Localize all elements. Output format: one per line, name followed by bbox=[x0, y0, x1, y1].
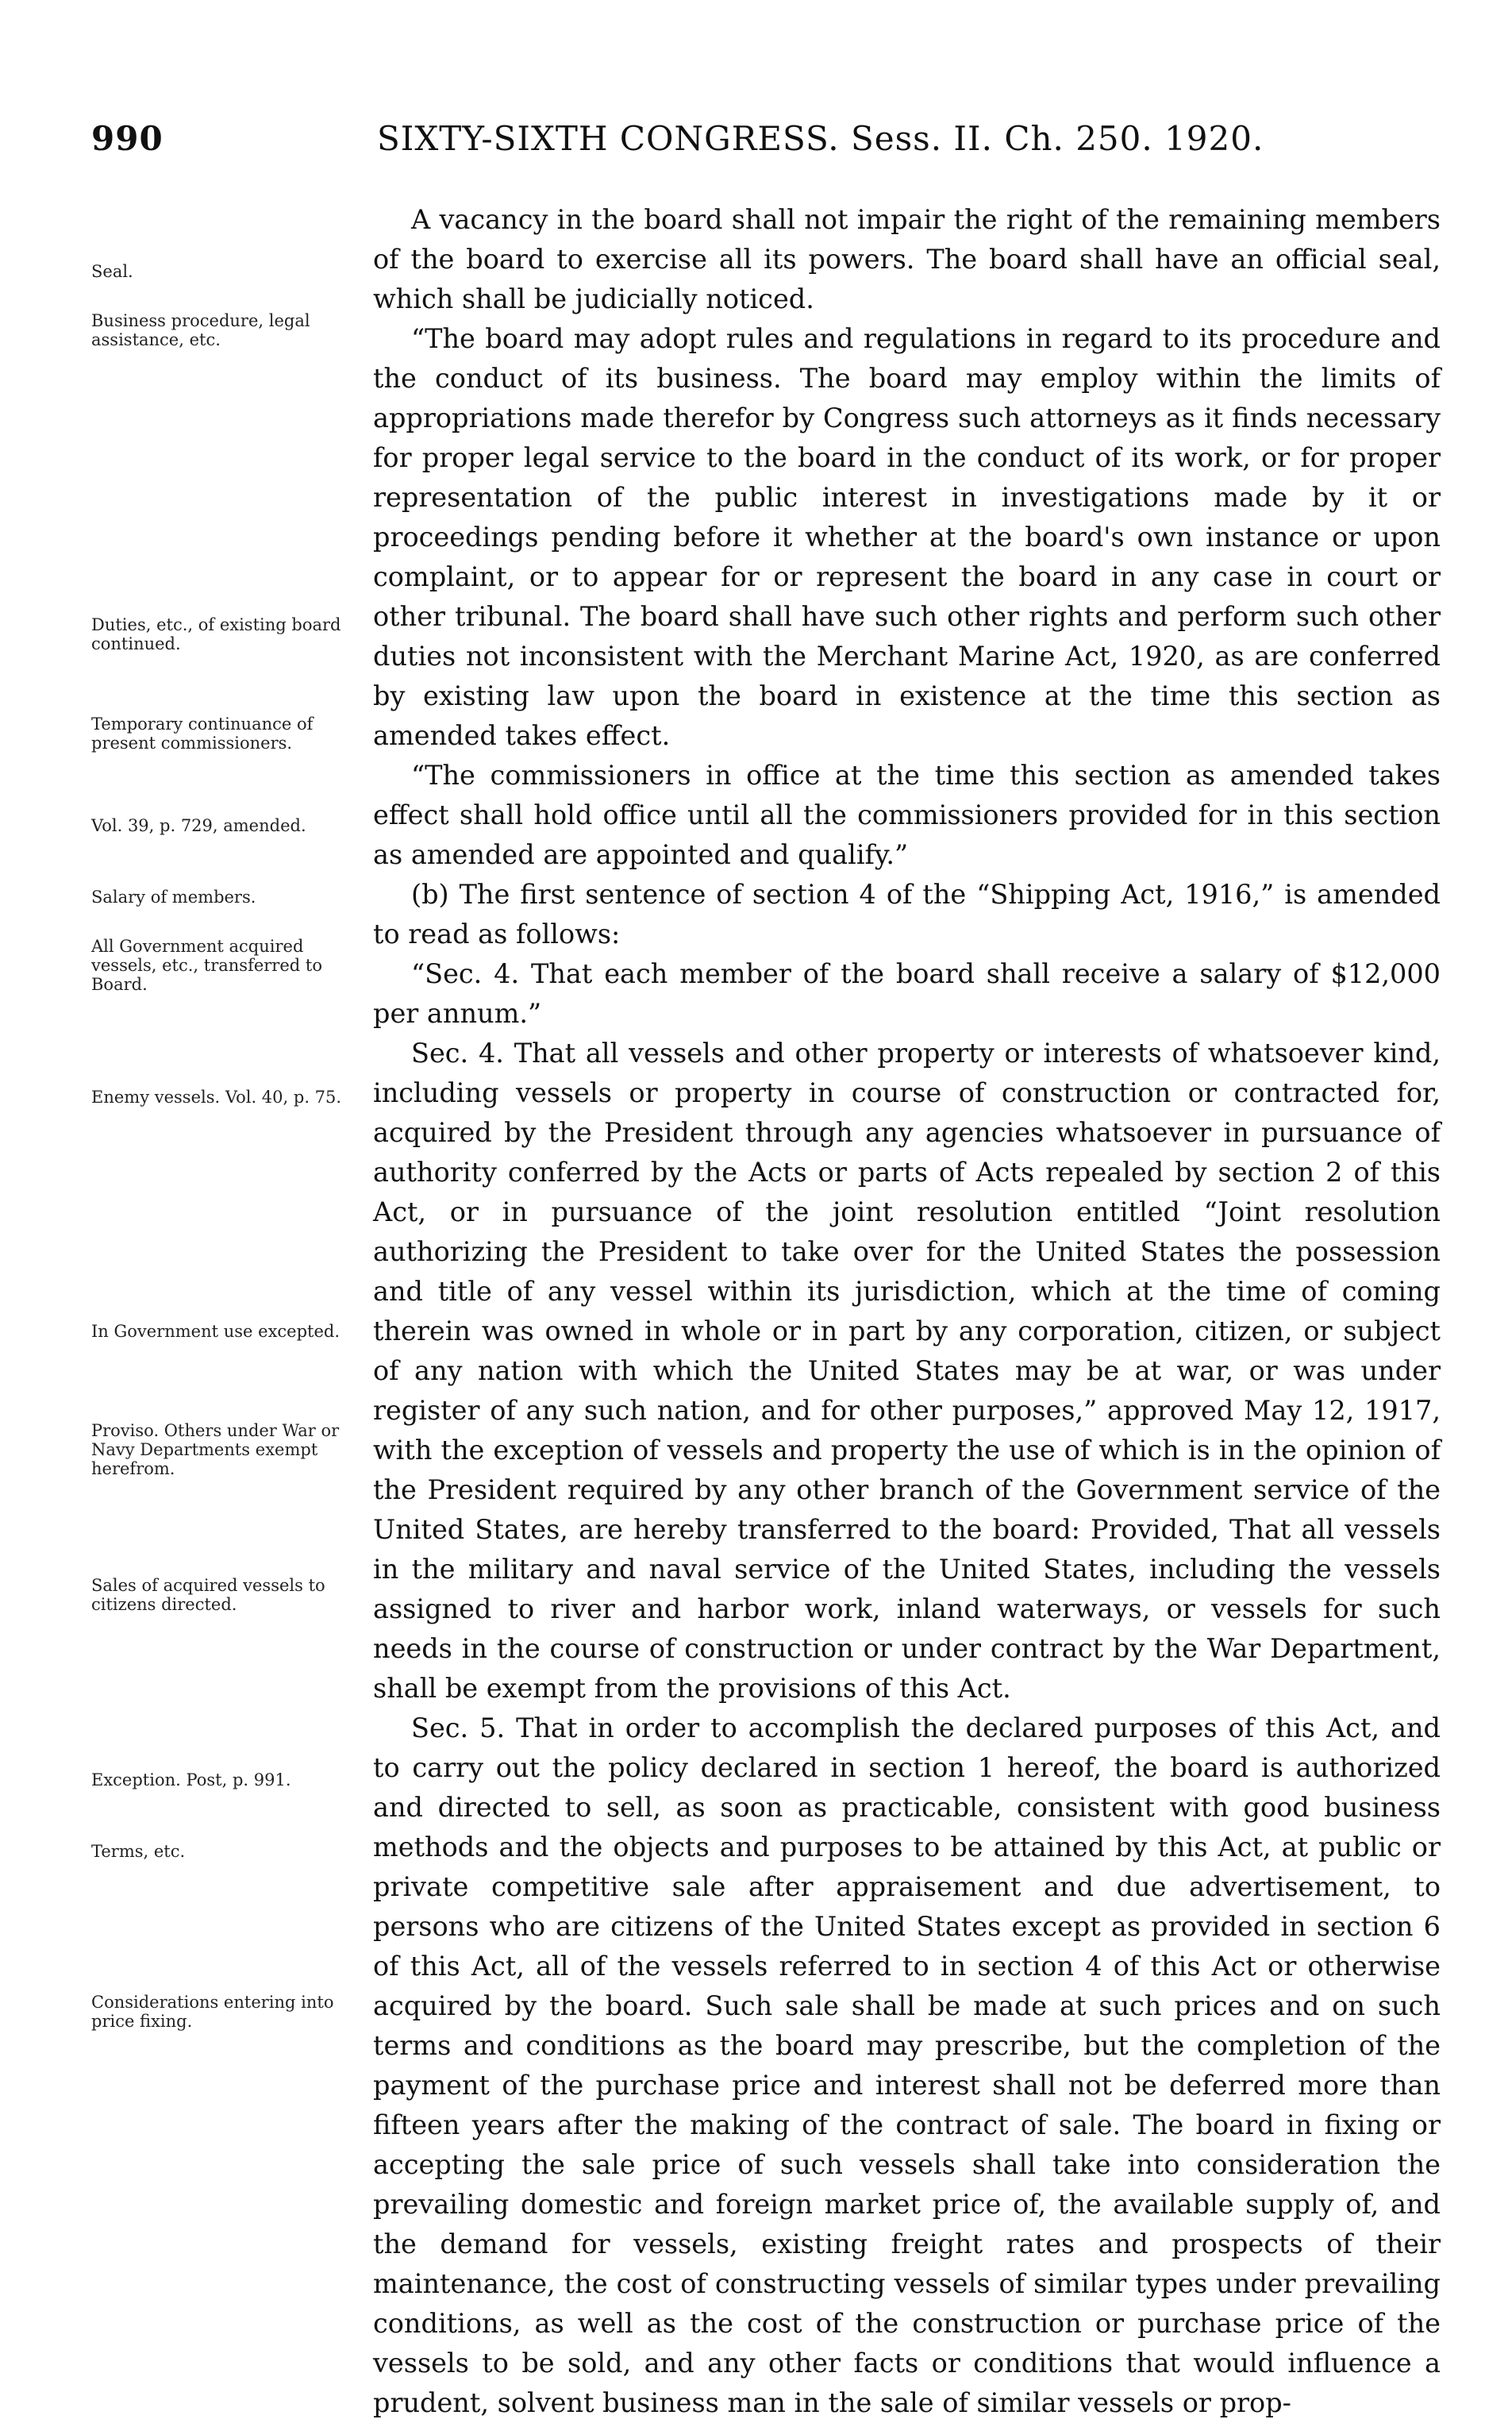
running-head: SIXTY-SIXTH CONGRESS. Sess. II. Ch. 250. 1920. bbox=[377, 119, 1264, 158]
margin-note-considerations: Considerations entering into price fixing. bbox=[91, 1993, 334, 2031]
margin-note-government: All Government acquired vessels, etc., transferred to Board. bbox=[91, 937, 322, 994]
margin-note-proviso: Proviso. Others under War or Navy Departments exempt herefrom. bbox=[91, 1421, 340, 1478]
margin-note-temporary: Temporary continuance of present commissioners. bbox=[91, 715, 314, 753]
paragraph: Sec. 4. That all vessels and other property or interests of whatsoever kind, including vessels or property in course of construction or contracted for, acquired by the President through any agencies whatsoever in pursuance of authority conferred by the Acts or parts of Acts repealed by section 2 of this Act, or in pursuance of the joint resolution entitled “Joint resolution authorizing the President to take over for the United States the possession and title of any vessel within its jurisdiction, which at the time of coming therein was owned in whole or in part by any corporation, citizen, or subject of any nation with which the United States may be at war, or was under register of any such nation, and for other purposes,” approved May 12, 1917, with the exception of vessels and property the use of which is in the opinion of the President required by any other branch of the Government service of the United States, are hereby transferred to the board: Provided, That all vessels in the military and naval service of the United States, including the vessels assigned to river and harbor work, inland waterways, or vessels for such needs in the course of construction or under contract by the War Department, shall be exempt from the provisions of this Act. bbox=[373, 1038, 1441, 1704]
margin-note-business: Business procedure, legal assistance, etc. bbox=[91, 311, 310, 349]
page-number: 990 bbox=[91, 119, 164, 158]
paragraph: “Sec. 4. That each member of the board shall receive a salary of $12,000 per annum.” bbox=[373, 958, 1441, 1029]
margin-note-sales: Sales of acquired vessels to citizens directed. bbox=[91, 1576, 325, 1614]
paragraph: Sec. 5. That in order to accomplish the declared purposes of this Act, and to carry out the policy declared in section 1 hereof, the board is authorized and directed to sell, as soon as practicable, consistent with good business methods and the objects and purposes to be attained by this Act, at public or private competitive sale after appraisement and due advertisement, to persons who are citizens of the United States except as provided in section 6 of this Act, all of the vessels referred to in section 4 of this Act or otherwise acquired by the board. Such sale shall be made at such prices and on such terms and conditions as the board may prescribe, but the completion of the payment of the purchase price and interest shall not be deferred more than fifteen years after the making of the contract of sale. The board in fixing or accepting the sale price of such vessels shall take into consideration the prevailing domestic and foreign market price of, the available supply of, and the demand for vessels, existing freight rates and prospects of their maintenance, the cost of constructing vessels of similar types under prevailing conditions, as well as the cost of the construction or purchase price of the vessels to be sold, and any other facts or conditions that would influence a prudent, solvent business man in the sale of similar vessels or prop- bbox=[373, 1712, 1441, 2418]
paragraph: (b) The first sentence of section 4 of the “Shipping Act, 1916,” is amended to read as follows: bbox=[373, 879, 1441, 950]
margin-note-terms: Terms, etc. bbox=[91, 1842, 186, 1861]
paragraph: “The board may adopt rules and regulations in regard to its procedure and the conduct of its business. The board may employ within the limits of appropriations made therefor by Congress such attorneys as it finds necessary for proper legal service to the board in the conduct of its work, or for proper representation of the public interest in investigations made by it or proceedings pending before it whether at the board's own instance or upon complaint, or to appear for or represent the board in any case in court or other tribunal. The board shall have such other rights and perform such other duties not inconsistent with the Merchant Marine Act, 1920, as are conferred by existing law upon the board in existence at the time this section as amended takes effect. bbox=[373, 323, 1441, 751]
paragraph: “The commissioners in office at the time this section as amended takes effect shall hold office until all the commissioners provided for in this section as amended are appointed and qualify.” bbox=[373, 760, 1441, 870]
margin-note-duties: Duties, etc., of existing board continued. bbox=[91, 615, 341, 653]
margin-note-govuse: In Government use excepted. bbox=[91, 1322, 340, 1341]
margin-note-exception: Exception. Post, p. 991. bbox=[91, 1770, 291, 1789]
paragraph: A vacancy in the board shall not impair the right of the remaining members of the board to exercise all its powers. The board shall have an official seal, which shall be judicially noticed. bbox=[373, 204, 1441, 314]
margin-note-salary: Salary of members. bbox=[91, 888, 256, 907]
body-text bbox=[373, 200, 1441, 2423]
margin-note-enemy: Enemy vessels. Vol. 40, p. 75. bbox=[91, 1088, 342, 1107]
margin-note-seal: Seal. bbox=[91, 262, 133, 281]
page-header bbox=[91, 119, 1393, 175]
margin-note-vol39: Vol. 39, p. 729, amended. bbox=[91, 816, 306, 835]
